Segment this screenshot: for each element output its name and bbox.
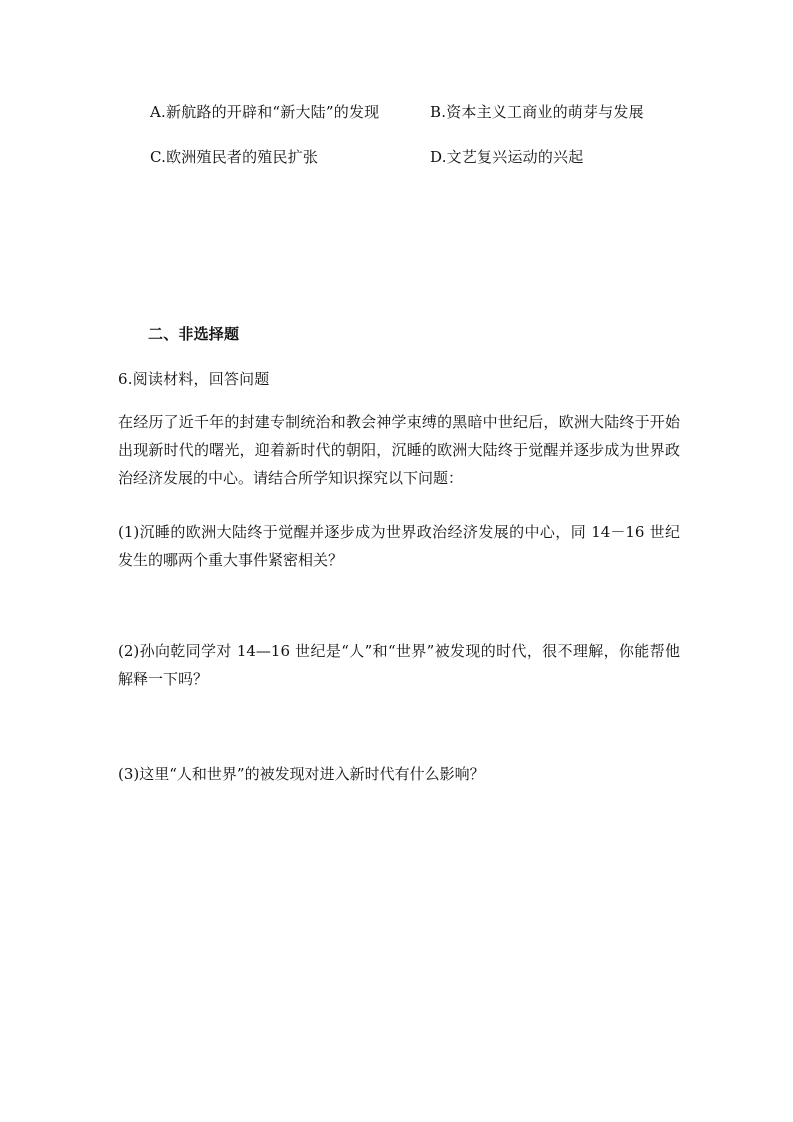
question-6-sub-2: (2)孙向乾同学对 14—16 世纪是“人”和“世界”被发现的时代，很不理解，你能帮他解释一下吗？ xyxy=(118,642,680,688)
question-6-label: 6.阅读材料，回答问题 xyxy=(118,370,270,388)
question-6-sub-1: (1)沉睡的欧洲大陆终于觉醒并逐步成为世界政治经济发展的中心，同 14－16 世纪发生的哪两个重大事件紧密相关？ xyxy=(118,523,680,569)
question-6-material: 在经历了近千年的封建专制统治和教会神学束缚的黑暗中世纪后，欧洲大陆终于开始出现新时代的曙光，迎着新时代的朝阳，沉睡的欧洲大陆终于觉醒并逐步成为世界政治经济发展的中心。请结合所学知识探究以下问题： xyxy=(118,413,680,487)
option-c: C.欧洲殖民者的殖民扩张 xyxy=(150,148,319,166)
option-b: B.资本主义工商业的萌芽与发展 xyxy=(430,103,644,121)
question-6-sub-3: (3)这里“人和世界”的被发现对进入新时代有什么影响？ xyxy=(118,765,485,783)
option-d: D.文艺复兴运动的兴起 xyxy=(430,148,584,166)
option-a: A.新航路的开辟和“新大陆”的发现 xyxy=(150,103,380,121)
section-title: 二、非选择题 xyxy=(148,325,240,343)
